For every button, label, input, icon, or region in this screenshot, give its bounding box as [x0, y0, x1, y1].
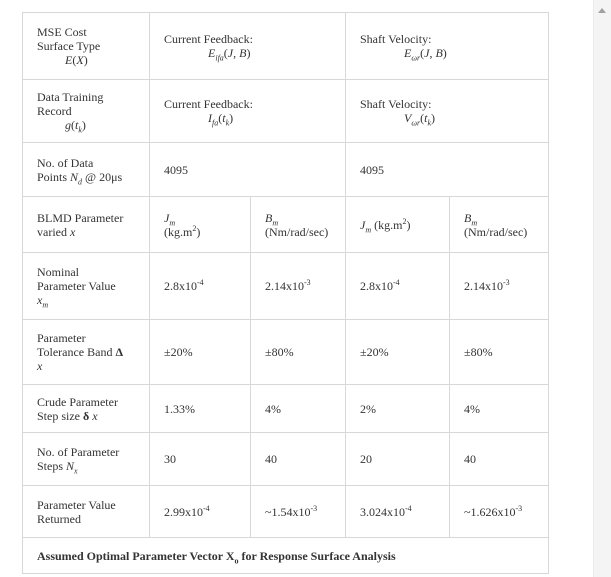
table-row-tolerance-band: [23, 320, 549, 385]
row-label-mse-cost: MSE Cost Surface Type E(X): [23, 13, 150, 80]
cell-shaft-velocity-cost: Shaft Velocity: $E_{\omega r}(J$, B): [346, 13, 549, 80]
row-label-value-returned: Parameter Value Returned: [23, 486, 150, 538]
cell-current-feedback-cost: Current Feedback: $E_{ifa}(J$, B): [150, 13, 346, 80]
math-E-X: E(X): [65, 53, 88, 67]
cell-steps-jm-cf: 30: [150, 433, 251, 486]
table-row-num-steps: [23, 433, 549, 486]
cell-tolerance-bm-sv: ±80%: [450, 320, 549, 385]
table-row-blmd-parameter: [23, 197, 549, 253]
cell-shaft-velocity-record: Shaft Velocity: $V_{\omega r}(t_k)$: [346, 80, 549, 143]
row-label-nominal-value: Nominal Parameter Value $x_m$: [23, 253, 150, 320]
table-row-data-points: [23, 143, 549, 197]
cell-tolerance-jm-sv: ±20%: [346, 320, 450, 385]
row-label-data-training: Data Training Record $g(t_k)$: [23, 80, 150, 143]
row-label-data-points: No. of Data Points $N_d$ @ 20μs: [23, 143, 150, 197]
cell-returned-jm-cf: $2.99x10^{-4}$: [150, 486, 251, 538]
cell-cf-data-points: 4095: [150, 143, 346, 197]
scroll-up-arrow-icon[interactable]: [598, 8, 606, 13]
cell-returned-bm-cf: $\sim 1.54x10^{-3}$: [251, 486, 346, 538]
cell-nominal-bm-sv: $2.14x10^{-3}$: [450, 253, 549, 320]
cell-returned-jm-sv: $3.024x10^{-4}$: [346, 486, 450, 538]
math-V-wr: $V_{\omega r}(t_k)$: [404, 111, 436, 128]
cell-jm-header-cf: $J_m$ $(kg.m^2)$: [150, 197, 251, 253]
cell-bm-header-sv: $B_m$ (Nm/rad/sec): [450, 197, 549, 253]
cell-returned-bm-sv: $\sim 1.626x10^{-3}$: [450, 486, 549, 538]
cell-steps-bm-cf: 40: [251, 433, 346, 486]
table-row-nominal-value: [23, 253, 549, 320]
table-row-step-size: [23, 385, 549, 433]
cell-nominal-bm-cf: $2.14x10^{-3}$: [251, 253, 346, 320]
math-E-ifa: $E_{ifa}(J$, B): [208, 46, 251, 63]
vertical-scrollbar[interactable]: [594, 0, 611, 577]
cell-nominal-jm-cf: $2.8x10^{-4}$: [150, 253, 251, 320]
cell-step-bm-sv: 4%: [450, 385, 549, 433]
cell-step-jm-cf: 1.33%: [150, 385, 251, 433]
row-label-blmd-parameter: BLMD Parameter varied x: [23, 197, 150, 253]
cell-bm-header-cf: $B_m$ (Nm/rad/sec): [251, 197, 346, 253]
table-row-optimal-heading: [23, 538, 549, 574]
row-label-num-steps: No. of Parameter Steps $N_x$: [23, 433, 150, 486]
cell-step-bm-cf: 4%: [251, 385, 346, 433]
cell-tolerance-jm-cf: ±20%: [150, 320, 251, 385]
table-row-data-training: [23, 80, 549, 143]
math-E-wr: $E_{\omega r}(J$, B): [404, 46, 447, 63]
row-label-step-size: Crude Parameter Step size δ x: [23, 385, 150, 433]
cell-tolerance-bm-cf: ±80%: [251, 320, 346, 385]
cell-sv-data-points: 4095: [346, 143, 549, 197]
cell-nominal-jm-sv: $2.8x10^{-4}$: [346, 253, 450, 320]
row-label-tolerance-band: Parameter Tolerance Band Δ x: [23, 320, 150, 385]
cell-steps-jm-sv: 20: [346, 433, 450, 486]
cell-jm-header-sv: $J_m$ $(kg.m^2)$: [346, 197, 450, 253]
cell-steps-bm-sv: 40: [450, 433, 549, 486]
parameter-table: [22, 12, 549, 574]
cell-current-feedback-record: Current Feedback: $I_{fa}(t_k)$: [150, 80, 346, 143]
math-g-tk: $g(t_k)$: [65, 118, 86, 135]
table-row-mse-cost: [23, 13, 549, 80]
cell-step-jm-sv: 2%: [346, 385, 450, 433]
table-row-value-returned: [23, 486, 549, 538]
optimal-vector-heading: Assumed Optimal Parameter Vector $X_o$ for Response Surface Analysis: [23, 538, 549, 574]
math-I-fa: $I_{fa}(t_k)$: [208, 111, 234, 128]
